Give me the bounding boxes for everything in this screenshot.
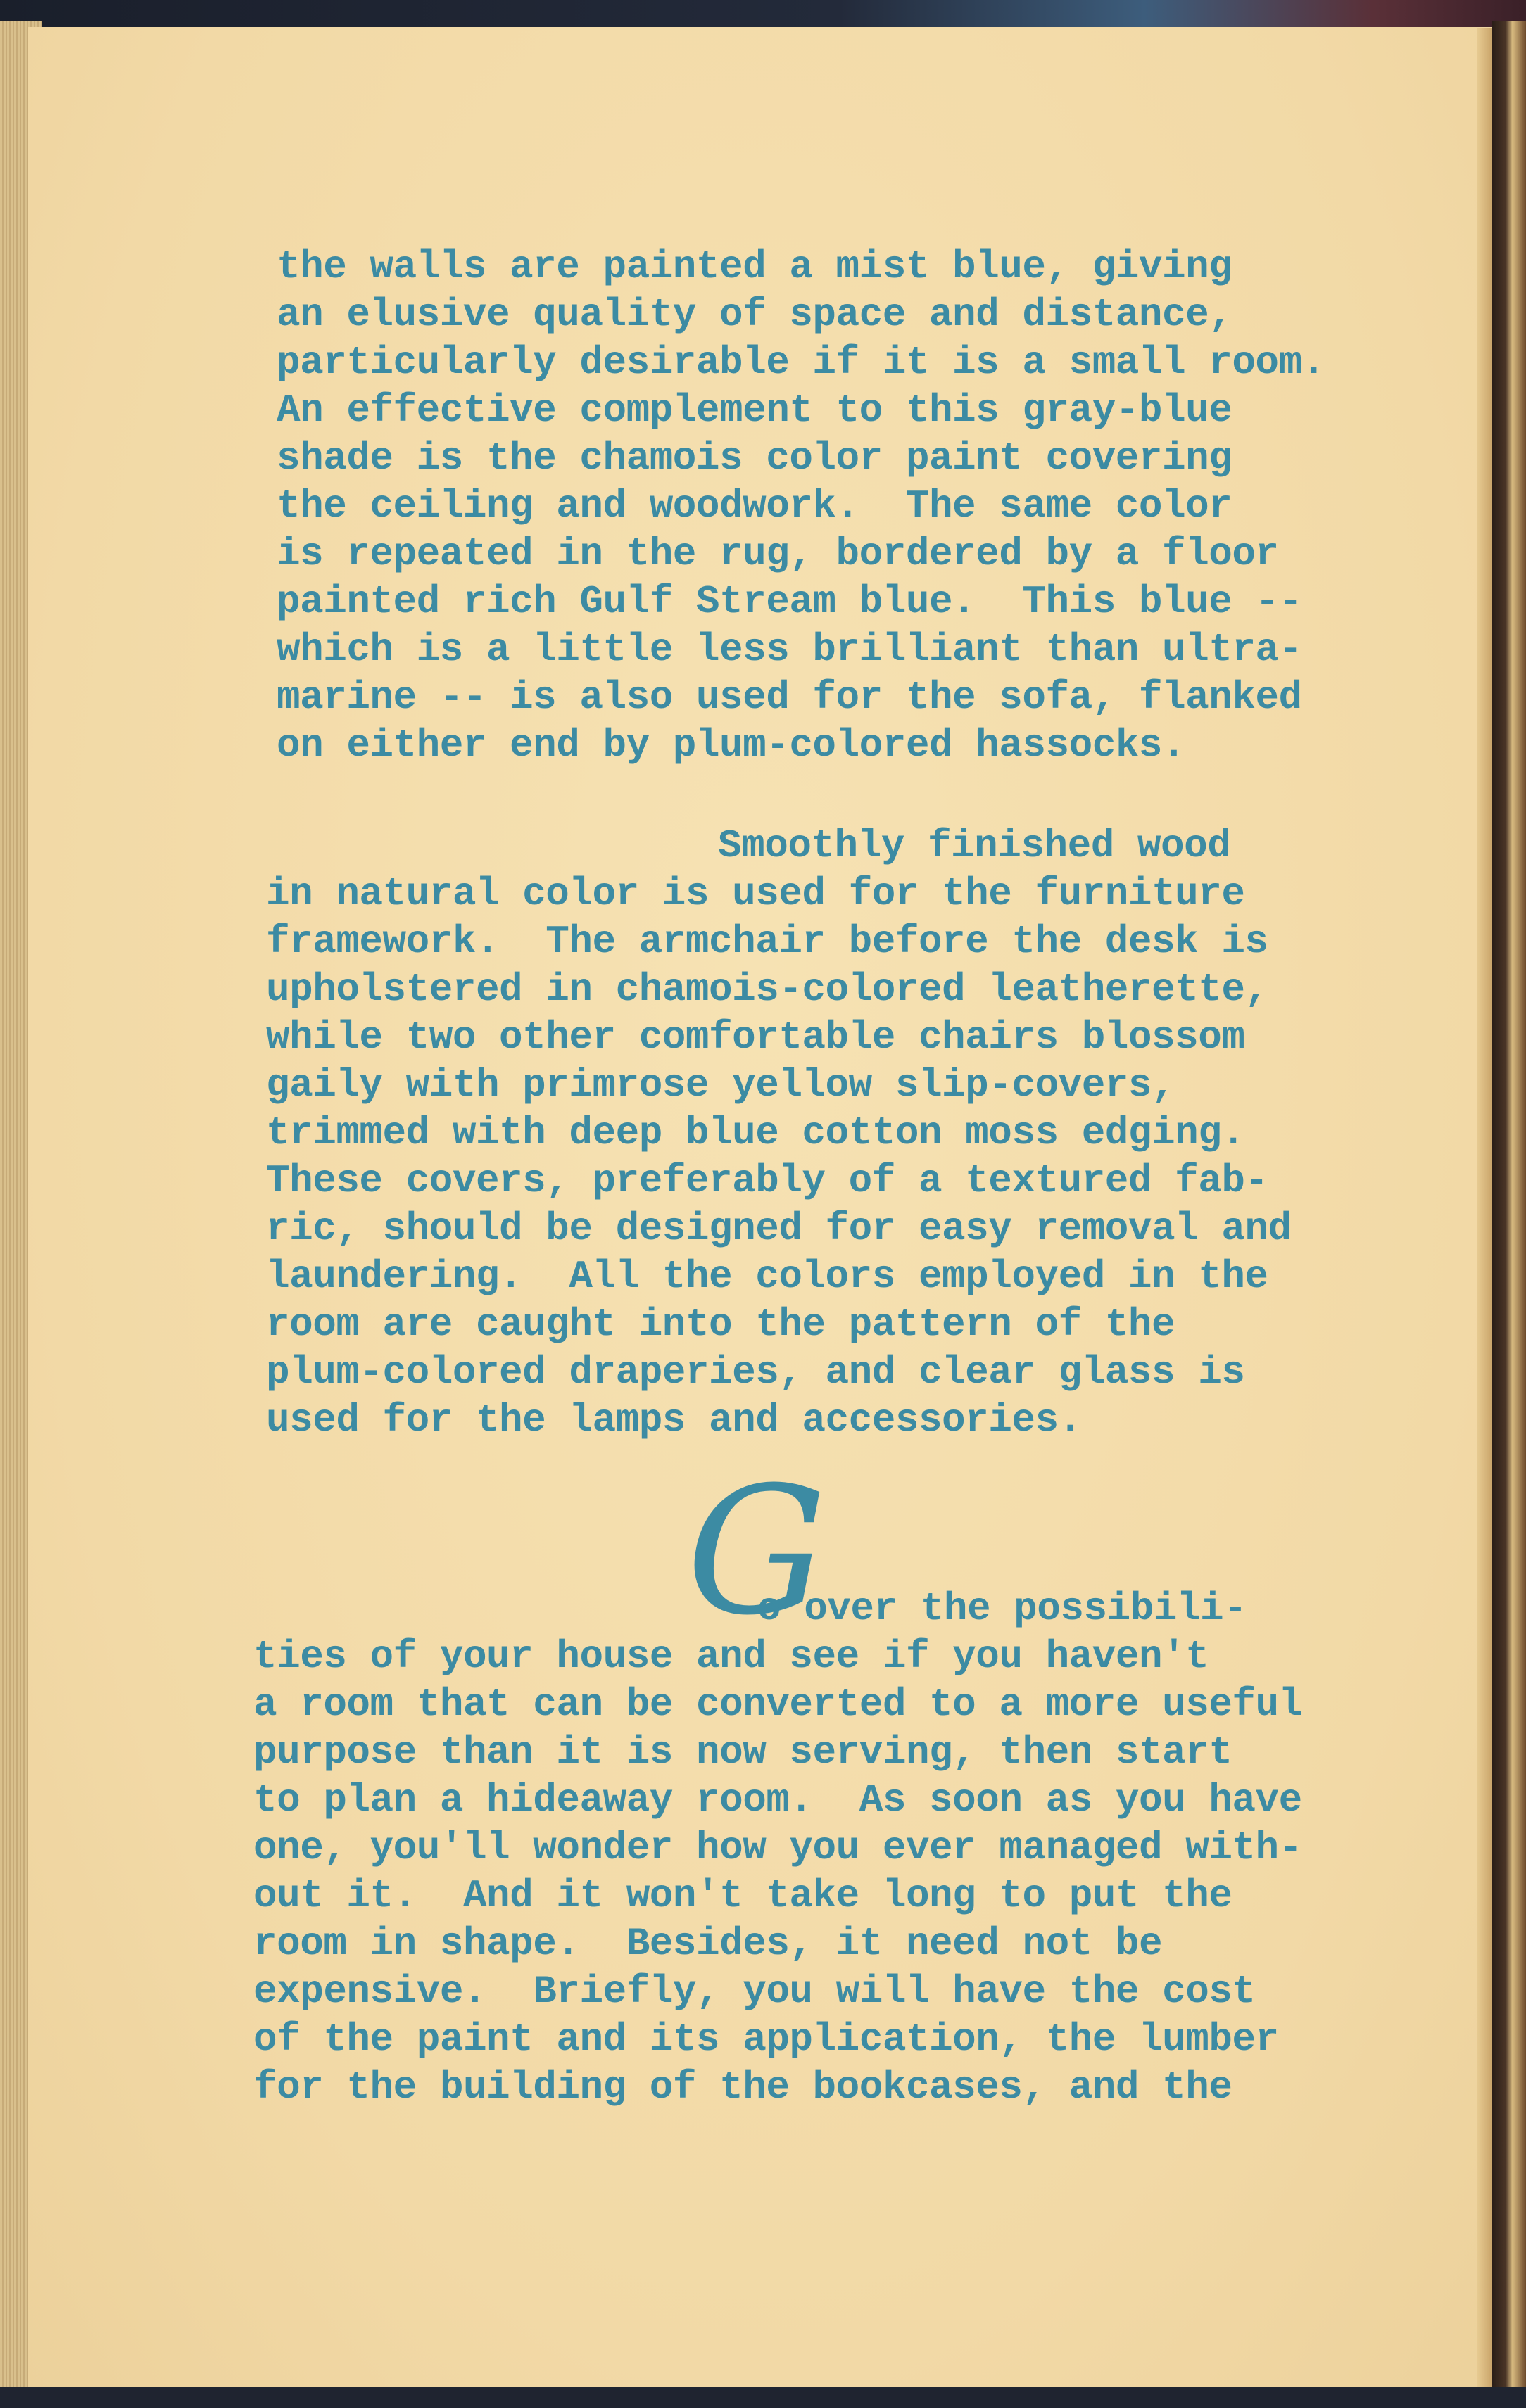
text-line: for the building of the bookcases, and the bbox=[253, 2065, 1232, 2110]
text-line: is repeated in the rug, bordered by a floor bbox=[277, 531, 1279, 576]
text-line: expensive. Briefly, you will have the cost bbox=[253, 1969, 1256, 2014]
text-line: the walls are painted a mist blue, giving bbox=[277, 244, 1232, 289]
text-line: laundering. All the colors employed in the bbox=[266, 1254, 1268, 1299]
text-line: An effective complement to this gray-blue bbox=[277, 388, 1232, 433]
page-gutter bbox=[1477, 28, 1492, 2390]
book-cover-cloth-bottom bbox=[0, 2387, 1526, 2408]
paragraph-furniture bbox=[266, 822, 1292, 1444]
text-line: a room that can be converted to a more useful bbox=[253, 1682, 1302, 1727]
text-line: an elusive quality of space and distance, bbox=[277, 292, 1232, 337]
text-line: used for the lamps and accessories. bbox=[266, 1398, 1082, 1443]
text-line: particularly desirable if it is a small room. bbox=[277, 340, 1325, 385]
text-line: on either end by plum-colored hassocks. bbox=[277, 723, 1186, 768]
text-line: while two other comfortable chairs blossom bbox=[266, 1015, 1245, 1060]
text-line: painted rich Gulf Stream blue. This blue -- bbox=[277, 579, 1302, 624]
text-line: gaily with primrose yellow slip-covers, bbox=[266, 1063, 1175, 1108]
text-line: room in shape. Besides, it need not be bbox=[253, 1921, 1163, 1966]
text-line: upholstered in chamois-colored leatherette, bbox=[266, 967, 1268, 1012]
drop-cap: G bbox=[686, 1449, 827, 1654]
text-line: marine -- is also used for the sofa, flanked bbox=[277, 675, 1302, 720]
text-line: of the paint and its application, the lumber bbox=[253, 2017, 1279, 2062]
text-line: to plan a hideaway room. As soon as you have bbox=[253, 1778, 1302, 1823]
text-line: shade is the chamois color paint covering bbox=[277, 436, 1232, 481]
text-line: which is a little less brilliant than ultra- bbox=[277, 627, 1302, 672]
text-line: Smoothly finished wood bbox=[718, 823, 1231, 868]
text-line: o over the possibili- bbox=[757, 1586, 1247, 1631]
text-line: out it. And it won't take long to put the bbox=[253, 1873, 1232, 1918]
text-line: the ceiling and woodwork. The same color bbox=[277, 483, 1232, 528]
text-line: plum-colored draperies, and clear glass is bbox=[266, 1350, 1245, 1395]
text-line: ric, should be designed for easy removal and bbox=[266, 1206, 1292, 1251]
text-line: purpose than it is now serving, then start bbox=[253, 1730, 1232, 1775]
book-binding-edge bbox=[1492, 21, 1526, 2393]
text-line: room are caught into the pattern of the bbox=[266, 1302, 1175, 1347]
paragraph-hideaway bbox=[253, 1585, 1302, 2111]
text-line: one, you'll wonder how you ever managed with- bbox=[253, 1825, 1302, 1870]
text-line: trimmed with deep blue cotton moss edging. bbox=[266, 1110, 1245, 1155]
paragraph-walls bbox=[277, 243, 1325, 769]
text-line: in natural color is used for the furniture bbox=[266, 871, 1245, 916]
text-line: These covers, preferably of a textured fab- bbox=[266, 1158, 1268, 1203]
text-line: ties of your house and see if you haven't bbox=[253, 1634, 1209, 1679]
text-line: framework. The armchair before the desk is bbox=[266, 919, 1268, 964]
